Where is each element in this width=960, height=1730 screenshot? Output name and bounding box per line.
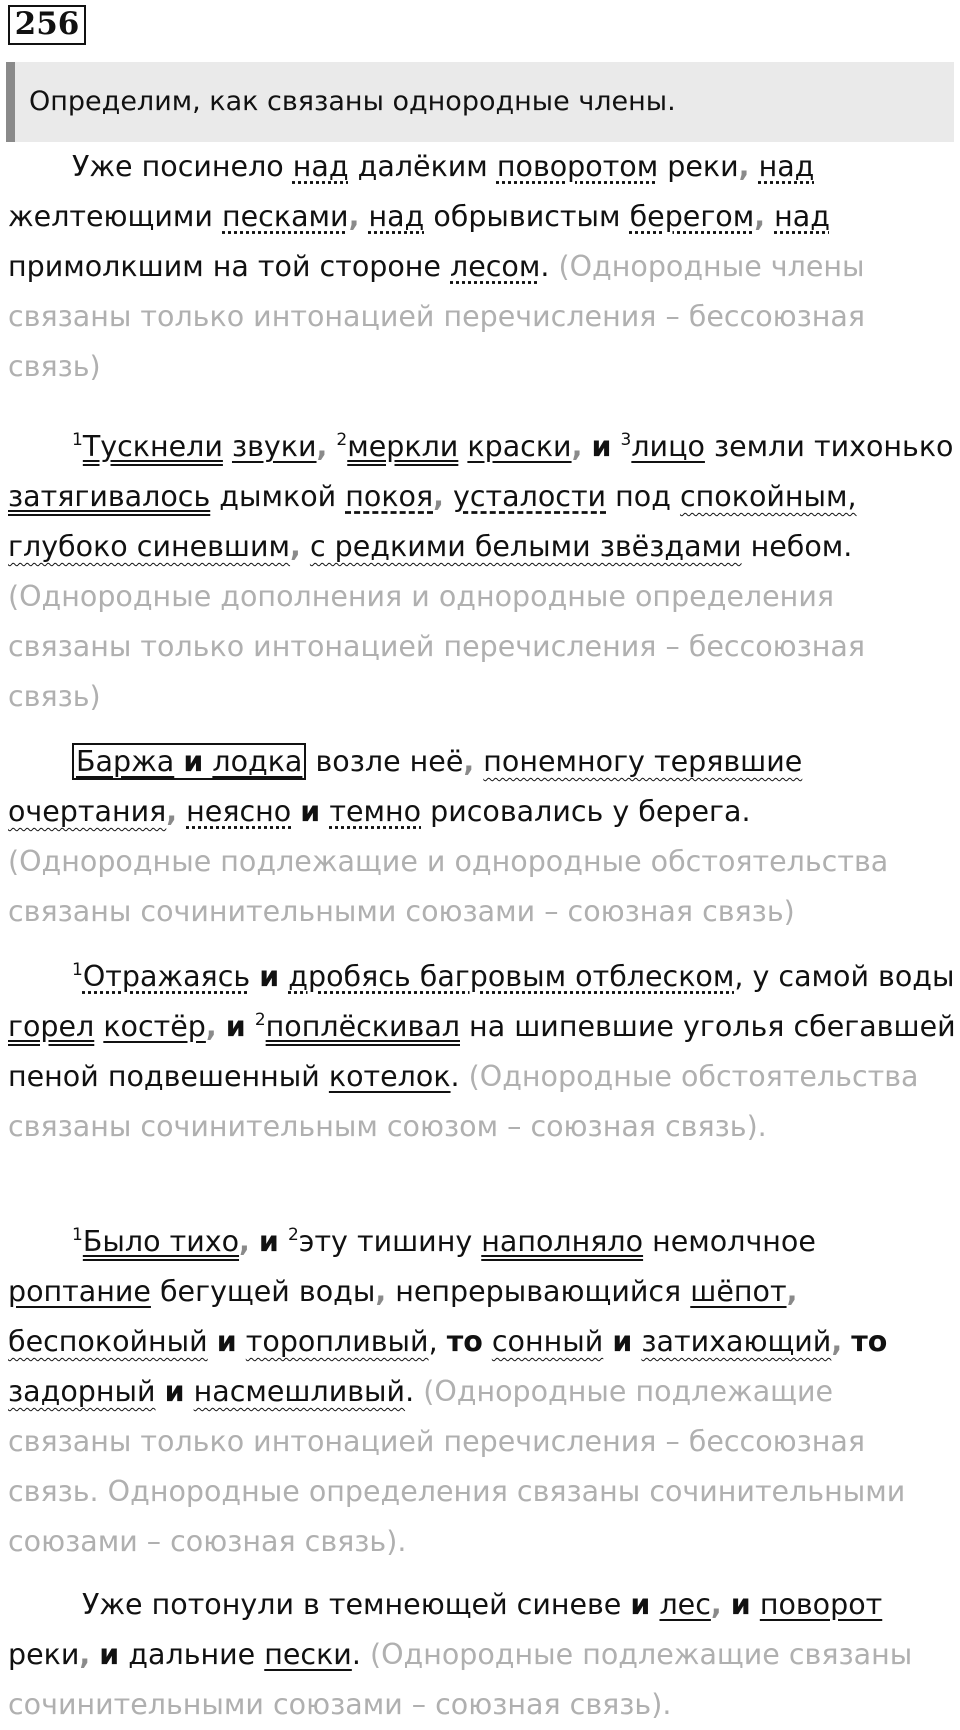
comma: , xyxy=(166,795,178,828)
text xyxy=(301,530,310,563)
conjunction: и xyxy=(225,1010,246,1043)
homogeneous-attribute: задорный xyxy=(8,1375,156,1408)
text xyxy=(483,1325,492,1358)
text xyxy=(291,795,300,828)
text: реки xyxy=(658,150,739,183)
subject: роптание xyxy=(8,1275,151,1308)
subject: котелок xyxy=(328,1060,451,1093)
predicate: поплёскивал xyxy=(265,1010,460,1043)
preposition: над xyxy=(368,200,425,233)
explanation-note: (Однородные подлежащие связаны сочинительными союзами – союзная связь). xyxy=(8,1638,913,1721)
subject: пески xyxy=(264,1638,352,1671)
text xyxy=(765,200,774,233)
comma: , xyxy=(348,200,360,233)
text xyxy=(156,1375,165,1408)
paragraph-1 xyxy=(8,142,956,392)
text xyxy=(250,1225,259,1258)
text: желтеющими xyxy=(8,200,223,233)
predicate: меркли xyxy=(347,430,459,463)
text xyxy=(177,795,186,828)
homogeneous-adverbial: Отражаясь xyxy=(82,960,251,993)
conjunction: и xyxy=(591,430,612,463)
conjunction: и xyxy=(216,1325,237,1358)
homogeneous-attribute: с редкими белыми звёздами xyxy=(309,530,742,563)
comma: , xyxy=(831,1325,843,1358)
text: на шипевшие уголья сбегавшей пеной подвешенный xyxy=(8,1010,956,1093)
paragraph-4 xyxy=(8,952,956,1152)
text xyxy=(203,745,212,778)
text xyxy=(611,430,620,463)
predicate: Тускнели xyxy=(82,430,223,463)
explanation-note: (Однородные подлежащие и однородные обстоятельства связаны сочинительными союзами – союзная связь) xyxy=(8,845,889,928)
subject: костёр xyxy=(103,1010,206,1043)
text xyxy=(90,1638,99,1671)
text xyxy=(174,745,183,778)
text: дальние xyxy=(119,1638,265,1671)
text xyxy=(185,1375,194,1408)
task-heading: Определим, как связаны однородные члены. xyxy=(6,62,954,142)
paragraph-2 xyxy=(8,422,956,722)
text: Уже потонули в темнеющей синеве xyxy=(82,1588,631,1621)
homogeneous-adverbial: неясно xyxy=(186,795,292,828)
comma: , xyxy=(205,1010,217,1043)
text xyxy=(603,1325,612,1358)
text: . xyxy=(450,1060,469,1093)
preposition: над xyxy=(774,200,830,233)
conjunction: и xyxy=(183,745,204,778)
explanation-note: (Однородные члены связаны только интонацией перечисления – бессоюзная связь) xyxy=(8,250,866,383)
conjunction: и xyxy=(99,1638,120,1671)
text: обрывистым xyxy=(424,200,630,233)
text: далёким xyxy=(348,150,497,183)
text xyxy=(444,480,453,513)
text xyxy=(237,1325,246,1358)
subject: Баржа xyxy=(76,745,175,778)
clause-number: 1 xyxy=(72,430,83,450)
text: примолкшим на той стороне xyxy=(8,250,451,283)
comma: , xyxy=(316,430,328,463)
clause-number: 2 xyxy=(336,430,348,450)
subject: лицо xyxy=(631,430,705,463)
homogeneous-member: лесом xyxy=(450,250,541,283)
text: эту тишину xyxy=(298,1225,482,1258)
homogeneous-object: усталости xyxy=(453,480,607,513)
text xyxy=(94,1010,103,1043)
subject: лодка xyxy=(212,745,303,778)
homogeneous-object: покоя xyxy=(345,480,434,513)
conjunction: и xyxy=(612,1325,633,1358)
preposition: над xyxy=(292,150,349,183)
text xyxy=(751,1588,760,1621)
text xyxy=(279,960,288,993)
text: немолчное xyxy=(643,1225,816,1258)
comma: , xyxy=(79,1638,91,1671)
homogeneous-member: песками xyxy=(222,200,349,233)
subject: поворот xyxy=(759,1588,883,1621)
subjects-box xyxy=(72,743,306,780)
homogeneous-adverbial: дробясь багровым отблеском xyxy=(288,960,735,993)
text: . xyxy=(351,1638,370,1671)
comma: , xyxy=(571,430,583,463)
preposition: над xyxy=(758,150,815,183)
text xyxy=(279,1225,288,1258)
text: Уже посинело xyxy=(72,150,293,183)
conjunction: то xyxy=(851,1325,888,1358)
conjunction: и xyxy=(164,1375,185,1408)
text: возле неё xyxy=(306,745,464,778)
homogeneous-attribute: спокойным, глубоко синевшим xyxy=(8,480,857,563)
comma: , xyxy=(710,1588,722,1621)
predicate: затягивалось xyxy=(8,480,211,513)
conjunction: и xyxy=(730,1588,751,1621)
text: . xyxy=(540,250,559,283)
exercise-number: 256 xyxy=(8,5,86,45)
text: реки xyxy=(8,1638,80,1671)
homogeneous-attribute: беспокойный xyxy=(8,1325,208,1358)
homogeneous-adverbial: темно xyxy=(329,795,422,828)
text xyxy=(320,795,329,828)
text: под xyxy=(606,480,680,513)
comma: , xyxy=(738,150,750,183)
text: дымкой xyxy=(210,480,346,513)
text xyxy=(208,1325,217,1358)
text: , xyxy=(428,1325,447,1358)
comma: , xyxy=(754,200,766,233)
paragraph-5 xyxy=(8,1217,956,1567)
text xyxy=(217,1010,226,1043)
conjunction: то xyxy=(446,1325,483,1358)
homogeneous-member: берегом xyxy=(629,200,755,233)
homogeneous-member: поворотом xyxy=(496,150,659,183)
paragraph-3 xyxy=(8,737,956,937)
homogeneous-attribute: торопливый xyxy=(245,1325,429,1358)
text xyxy=(223,430,232,463)
homogeneous-attribute: сонный xyxy=(491,1325,604,1358)
subject: краски xyxy=(467,430,572,463)
homogeneous-attribute: насмешливый xyxy=(193,1375,406,1408)
text xyxy=(250,960,259,993)
text: . xyxy=(405,1375,424,1408)
text: , у самой воды xyxy=(734,960,955,993)
clause-number: 1 xyxy=(72,1225,83,1245)
participial-phrase: понемногу терявшие очертания xyxy=(8,745,803,828)
subject: шёпот xyxy=(690,1275,787,1308)
text xyxy=(842,1325,851,1358)
clause-number: 3 xyxy=(620,430,632,450)
comma: , xyxy=(290,530,301,563)
text xyxy=(474,745,483,778)
text xyxy=(722,1588,731,1621)
subject: лес xyxy=(659,1588,711,1621)
explanation-note: (Однородные дополнения и однородные определения связаны только интонацией перечисления – бессоюзная связь) xyxy=(8,580,866,713)
predicate: наполняло xyxy=(481,1225,644,1258)
explanation-note: (Однородные обстоятельства связаны сочинительным союзом – союзная связь). xyxy=(8,1060,919,1143)
clause-number: 1 xyxy=(72,960,83,980)
explanation-note: (Однородные подлежащие связаны только интонацией перечисления – бессоюзная связь. Однородные определения связаны сочинительными союзами – союзная связь). xyxy=(8,1375,906,1558)
predicate: Было тихо xyxy=(82,1225,240,1258)
text xyxy=(246,1010,255,1043)
conjunction: и xyxy=(300,795,321,828)
clause-number: 2 xyxy=(287,1225,299,1245)
text: рисовались у берега. xyxy=(421,795,751,828)
text: бегущей воды xyxy=(150,1275,376,1308)
comma: , xyxy=(239,1225,250,1258)
conjunction: и xyxy=(630,1588,651,1621)
text xyxy=(750,150,759,183)
homogeneous-attribute: затихающий xyxy=(641,1325,832,1358)
comma: , xyxy=(463,745,475,778)
comma: , xyxy=(433,480,444,513)
subject: звуки xyxy=(231,430,317,463)
text: небом. xyxy=(741,530,853,563)
comma: , xyxy=(786,1275,798,1308)
predicate: горел xyxy=(8,1010,95,1043)
clause-number: 2 xyxy=(254,1010,266,1030)
conjunction: и xyxy=(258,1225,279,1258)
text: земли тихонько xyxy=(704,430,954,463)
conjunction: и xyxy=(259,960,280,993)
text: непрерывающийся xyxy=(386,1275,691,1308)
paragraph-6 xyxy=(8,1580,956,1730)
comma: , xyxy=(375,1275,387,1308)
